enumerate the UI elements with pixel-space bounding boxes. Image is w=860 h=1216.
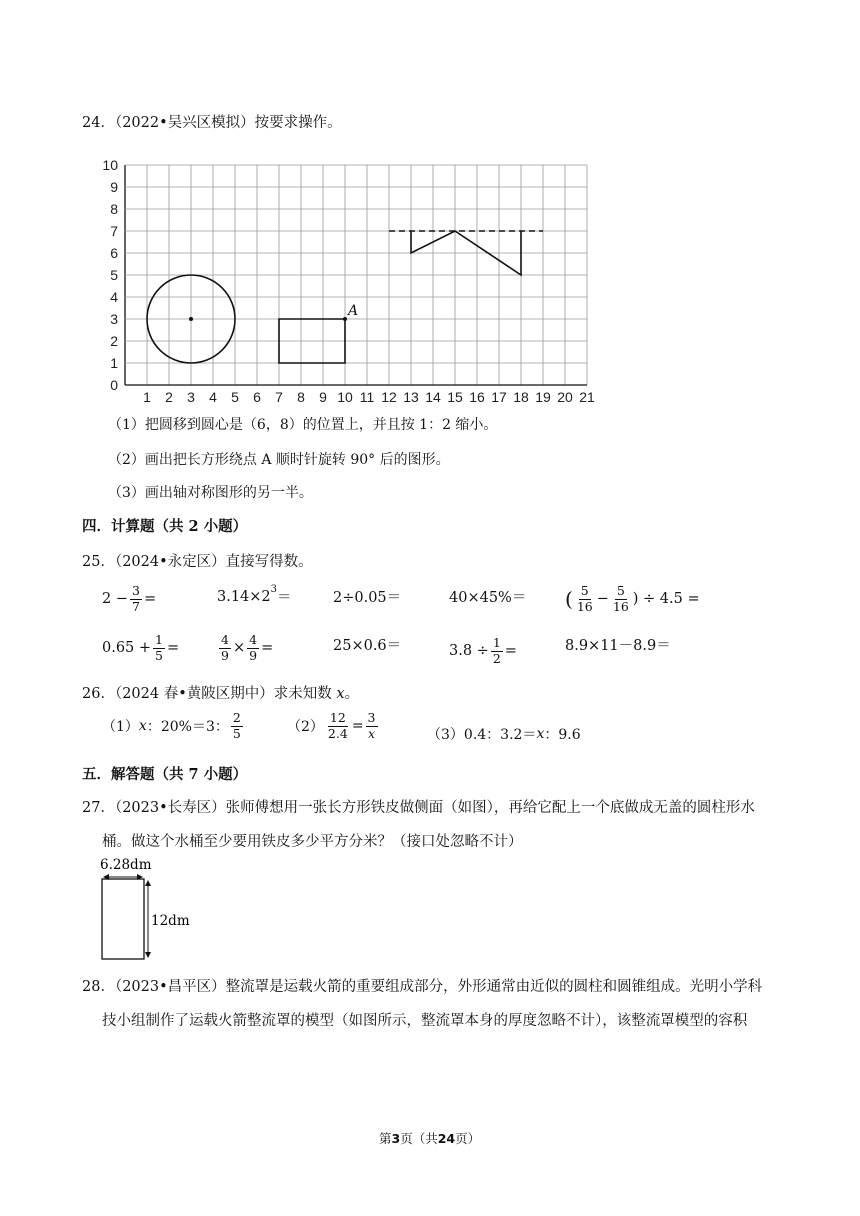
x-tick-label: 18: [513, 389, 529, 405]
q25-expr-9: 3.8 ÷ $\frac{1}{2}$ =: [449, 635, 517, 666]
q28-line-1: 28．（2023•昌平区）整流罩是运载火箭的重要组成部分，外形通常由近似的圆柱和圆锥组成。光明小学科: [82, 979, 763, 995]
y-tick-label: 8: [110, 201, 118, 217]
y-tick-label: 4: [110, 289, 118, 305]
q25-expr-6: 0.65 + $\frac{1}{5}$ =: [102, 632, 180, 663]
y-tick-label: 3: [110, 311, 118, 327]
x-tick-label: 19: [535, 389, 551, 405]
y-tick-label: 9: [110, 179, 118, 195]
y-tick-label: 0: [110, 377, 118, 393]
x-tick-label: 16: [469, 389, 485, 405]
x-tick-label: 14: [425, 389, 441, 405]
page-footer: 第3页（共24页）: [379, 1131, 481, 1146]
section-heading-calculation: 四．计算题（共 2 小题）: [82, 518, 248, 535]
x-tick-label: 3: [187, 389, 195, 405]
q25-expr-5: ( $\frac{5}{16}$ − $\frac{5}{16}$ ) ÷ 4.5 =: [565, 583, 700, 614]
q27-line-1: 27．（2023•长寿区）张师傅想用一张长方形铁皮做侧面（如图），再给它配上一个底做成无盖的圆柱形水: [82, 800, 755, 816]
point-a-dot: [343, 317, 347, 321]
sheet-height-label: 12dm: [151, 913, 190, 929]
q25-expr-10: 8.9×11－8.9＝: [565, 638, 671, 654]
q28-line-2: 技小组制作了运载火箭整流罩的模型（如图所示，整流罩本身的厚度忽略不计），该整流罩模型的容积: [102, 1013, 748, 1029]
x-tick-label: 7: [275, 389, 283, 405]
circle-center-dot: [189, 317, 193, 321]
q24-item-3: （3）画出轴对称图形的另一半。: [108, 485, 313, 501]
section-heading-word-problems: 五．解答题（共 7 小题）: [82, 766, 248, 783]
q25-expr-3: 2÷0.05＝: [333, 590, 402, 606]
x-tick-label: 6: [253, 389, 261, 405]
q25-expr-8: 25×0.6＝: [333, 638, 402, 654]
x-tick-label: 11: [359, 389, 375, 405]
x-tick-label: 17: [491, 389, 507, 405]
x-tick-label: 13: [403, 389, 419, 405]
x-tick-label: 21: [579, 389, 595, 405]
x-tick-label: 5: [231, 389, 239, 405]
point-a-label: A: [348, 303, 359, 319]
q26-part-3: （3）0.4：3.2＝ x ：9.6: [427, 726, 581, 743]
x-tick-label: 8: [297, 389, 305, 405]
q25-title: 25．（2024•永定区）直接写得数。: [82, 554, 313, 570]
coordinate-grid: [92, 140, 612, 405]
x-tick-label: 20: [557, 389, 573, 405]
x-tick-label: 1: [143, 389, 151, 405]
q26-part-1: （1） x ：20%＝3： $\frac{2}{5}$: [102, 710, 241, 741]
q26-title: 26．（2024 春•黄陂区期中）求未知数 x。: [82, 686, 360, 702]
y-tick-label: 6: [110, 245, 118, 261]
y-tick-label: 5: [110, 267, 118, 283]
q25-expr-1: 2 − $\frac{3}{7}$ =: [102, 583, 157, 614]
x-tick-label: 10: [337, 389, 353, 405]
y-tick-label: 10: [102, 157, 118, 173]
q24-item-2: （2）画出把长方形绕点 A 顺时针旋转 90° 后的图形。: [108, 452, 450, 468]
q24-item-1: （1）把圆移到圆心是（6，8）的位置上，并且按 1：2 缩小。: [108, 417, 498, 433]
q25-expr-7: $\frac{4}{9}$ × $\frac{4}{9}$ =: [221, 632, 274, 663]
y-tick-label: 1: [110, 355, 118, 371]
y-tick-label: 7: [110, 223, 118, 239]
q25-expr-4: 40×45%＝: [449, 590, 527, 606]
q24-title: 24．（2022•吴兴区模拟）按要求操作。: [82, 115, 342, 131]
x-tick-label: 2: [165, 389, 173, 405]
sheet-width-label: 6.28dm: [100, 857, 152, 873]
q26-part-2: （2） $\frac{12}{2.4}$ = $\frac{3}{x}$: [287, 710, 376, 741]
q27-line-2: 桶。做这个水桶至少要用铁皮多少平方分米？（接口处忽略不计）: [102, 834, 523, 850]
x-tick-label: 9: [319, 389, 327, 405]
x-tick-label: 15: [447, 389, 463, 405]
x-tick-label: 4: [209, 389, 217, 405]
x-tick-label: 12: [381, 389, 397, 405]
sheet-diagram: [97, 855, 197, 965]
q25-expr-2: 3.14×2 $^3$ ＝: [217, 584, 292, 606]
y-tick-label: 2: [110, 333, 118, 349]
